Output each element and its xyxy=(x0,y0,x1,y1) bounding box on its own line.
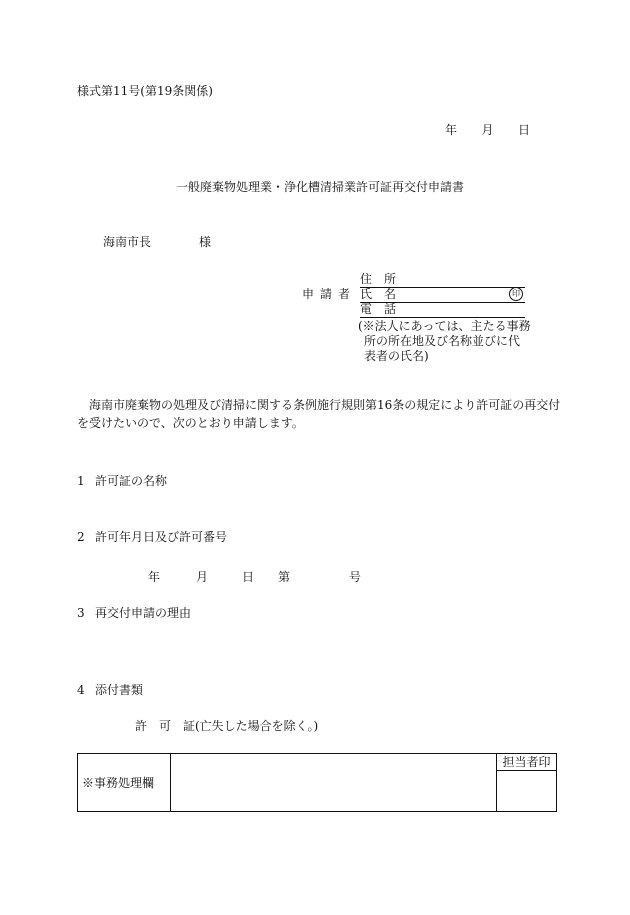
date-month-label: 月 xyxy=(481,123,494,137)
item-permit-date-number xyxy=(77,530,227,544)
statement-line: 海南市廃棄物の処理及び清掃に関する条例施行規則第16条の規定により許可証の再交付 xyxy=(89,398,561,412)
addressee-honorific: 様 xyxy=(199,235,212,249)
statement-line: を受けたいので、次のとおり申請します。 xyxy=(77,416,304,430)
staff-stamp-cell[interactable] xyxy=(496,754,556,811)
permit-day-label: 日 xyxy=(242,570,255,584)
permit-year-label: 年 xyxy=(148,570,161,584)
address-label: 住 所 xyxy=(360,272,397,286)
item-label: 許可年月日及び許可番号 xyxy=(95,530,228,544)
addressee-name: 海南市長 xyxy=(103,235,152,249)
office-use-area[interactable] xyxy=(171,754,496,811)
permit-number-suffix: 号 xyxy=(349,570,362,584)
document-title: 一般廃棄物処理業・浄化槽清掃業許可証再交付申請書 xyxy=(176,180,465,194)
phone-label: 電 話 xyxy=(360,302,397,316)
note-line: (※法人にあっては、主たる事務 xyxy=(358,319,531,333)
item-number: 1 xyxy=(77,474,85,488)
item-number: 3 xyxy=(77,606,85,620)
item-label: 添付書類 xyxy=(95,683,144,697)
item-label: 再交付申請の理由 xyxy=(95,606,192,620)
applicant-phone-field[interactable] xyxy=(360,302,525,318)
addressee xyxy=(103,235,211,249)
staff-stamp-label: 担当者印 xyxy=(497,754,556,771)
applicant-label: 申請者 xyxy=(302,287,357,301)
permit-number-prefix: 第 xyxy=(278,570,291,584)
office-use-box xyxy=(77,753,557,812)
seal-mark-icon: 印 xyxy=(509,287,523,301)
note-line: 所の所在地及び名称並びに代 xyxy=(364,334,521,348)
note-line: 表者の氏名) xyxy=(364,349,429,363)
date-year-label: 年 xyxy=(445,123,458,137)
date-day-label: 日 xyxy=(517,123,530,137)
item-number: 4 xyxy=(77,683,85,697)
attachment-permit: 許 可 証(亡失した場合を除く。) xyxy=(135,719,319,733)
permit-date-line[interactable] xyxy=(148,570,361,584)
corporate-note xyxy=(358,319,538,364)
item-reissue-reason xyxy=(77,606,191,620)
office-use-label: ※事務処理欄 xyxy=(78,754,171,811)
date-line xyxy=(445,123,530,137)
item-attachments xyxy=(77,683,143,697)
item-number: 2 xyxy=(77,530,85,544)
applicant-name-field[interactable] xyxy=(360,287,525,303)
name-label: 氏 名 xyxy=(360,287,397,301)
permit-month-label: 月 xyxy=(196,570,209,584)
form-number: 様式第11号(第19条関係) xyxy=(77,84,213,98)
application-statement xyxy=(77,396,562,432)
item-permit-name xyxy=(77,474,167,488)
applicant-address-field[interactable] xyxy=(360,272,525,288)
item-label: 許可証の名称 xyxy=(95,474,168,488)
